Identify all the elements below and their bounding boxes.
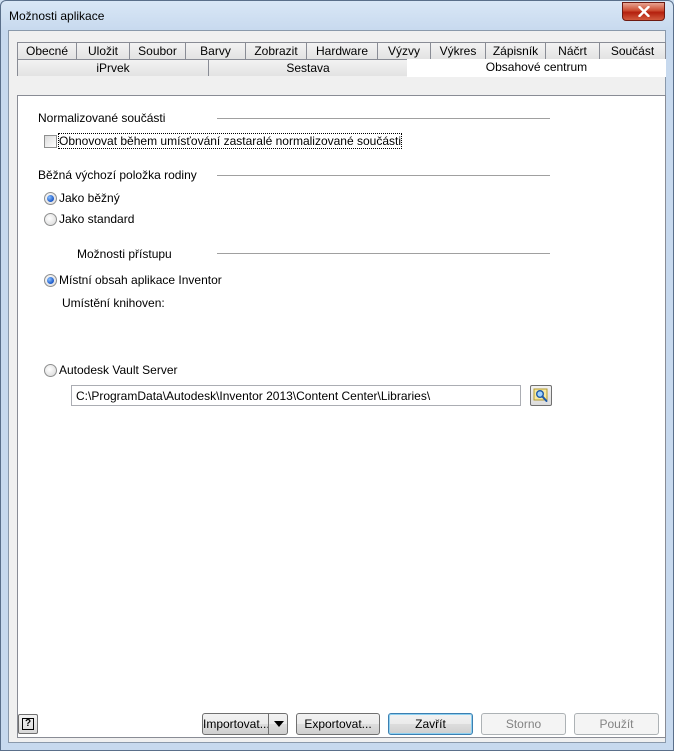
- library-location-label: Umístění knihoven:: [62, 296, 165, 310]
- import-button-label: Importovat...: [203, 717, 270, 731]
- standard-parts-separator: [217, 118, 550, 120]
- tab-soubor[interactable]: Soubor: [129, 42, 186, 59]
- tab-iprvek[interactable]: iPrvek: [17, 59, 209, 76]
- help-button[interactable]: [18, 714, 38, 734]
- tab-obsahove-centrum[interactable]: Obsahové centrum: [407, 59, 666, 77]
- local-content-label: Místní obsah aplikace Inventor: [59, 273, 222, 287]
- as-standard-radio[interactable]: [44, 213, 57, 226]
- local-content-radio[interactable]: [44, 274, 57, 287]
- library-path-input[interactable]: [71, 385, 521, 406]
- tab-hardware[interactable]: Hardware: [306, 42, 378, 59]
- standard-parts-heading: Normalizované součásti: [38, 111, 166, 125]
- browse-library-button[interactable]: [530, 385, 552, 406]
- tab-zapisnik[interactable]: Zápisník: [485, 42, 546, 59]
- refresh-outdated-checkbox[interactable]: [44, 135, 57, 148]
- vault-server-label: Autodesk Vault Server: [59, 363, 178, 377]
- close-button[interactable]: Zavřít: [388, 713, 473, 735]
- apply-button[interactable]: Použít: [574, 713, 659, 735]
- tab-obecne[interactable]: Obecné: [17, 42, 77, 59]
- import-dropdown-button[interactable]: [268, 714, 288, 734]
- refresh-outdated-label: Obnovovat během umísťování zastaralé normalizované součásti: [59, 134, 402, 148]
- access-options-separator: [217, 253, 550, 255]
- default-family-heading: Běžná výchozí položka rodiny: [38, 168, 197, 182]
- triangle-down-icon: [274, 721, 284, 727]
- folder-search-icon: [533, 388, 549, 403]
- tab-vykres[interactable]: Výkres: [430, 42, 486, 59]
- tab-soucast[interactable]: Součást: [599, 42, 666, 59]
- tab-sestava[interactable]: Sestava: [208, 59, 408, 76]
- tab-zobrazit[interactable]: Zobrazit: [245, 42, 307, 59]
- as-common-radio[interactable]: [44, 192, 57, 205]
- help-icon: ?: [22, 718, 34, 730]
- tab-ulozit[interactable]: Uložit: [76, 42, 130, 59]
- tab-barvy[interactable]: Barvy: [185, 42, 246, 59]
- cancel-button[interactable]: Storno: [481, 713, 566, 735]
- default-family-separator: [217, 175, 550, 177]
- dialog-client: [8, 30, 666, 743]
- as-standard-label: Jako standard: [59, 212, 135, 226]
- tab-nacrt[interactable]: Náčrt: [545, 42, 600, 59]
- window-title: Možnosti aplikace: [9, 9, 105, 23]
- content-center-panel: [17, 95, 666, 738]
- access-options-heading: Možnosti přístupu: [77, 247, 172, 261]
- title-bar: [1, 1, 673, 31]
- export-button[interactable]: Exportovat...: [296, 713, 380, 735]
- vault-server-radio[interactable]: [44, 364, 57, 377]
- close-x-icon: [638, 6, 650, 17]
- close-window-button[interactable]: [622, 2, 665, 21]
- as-common-label: Jako běžný: [59, 191, 120, 205]
- tab-vyzvy[interactable]: Výzvy: [377, 42, 431, 59]
